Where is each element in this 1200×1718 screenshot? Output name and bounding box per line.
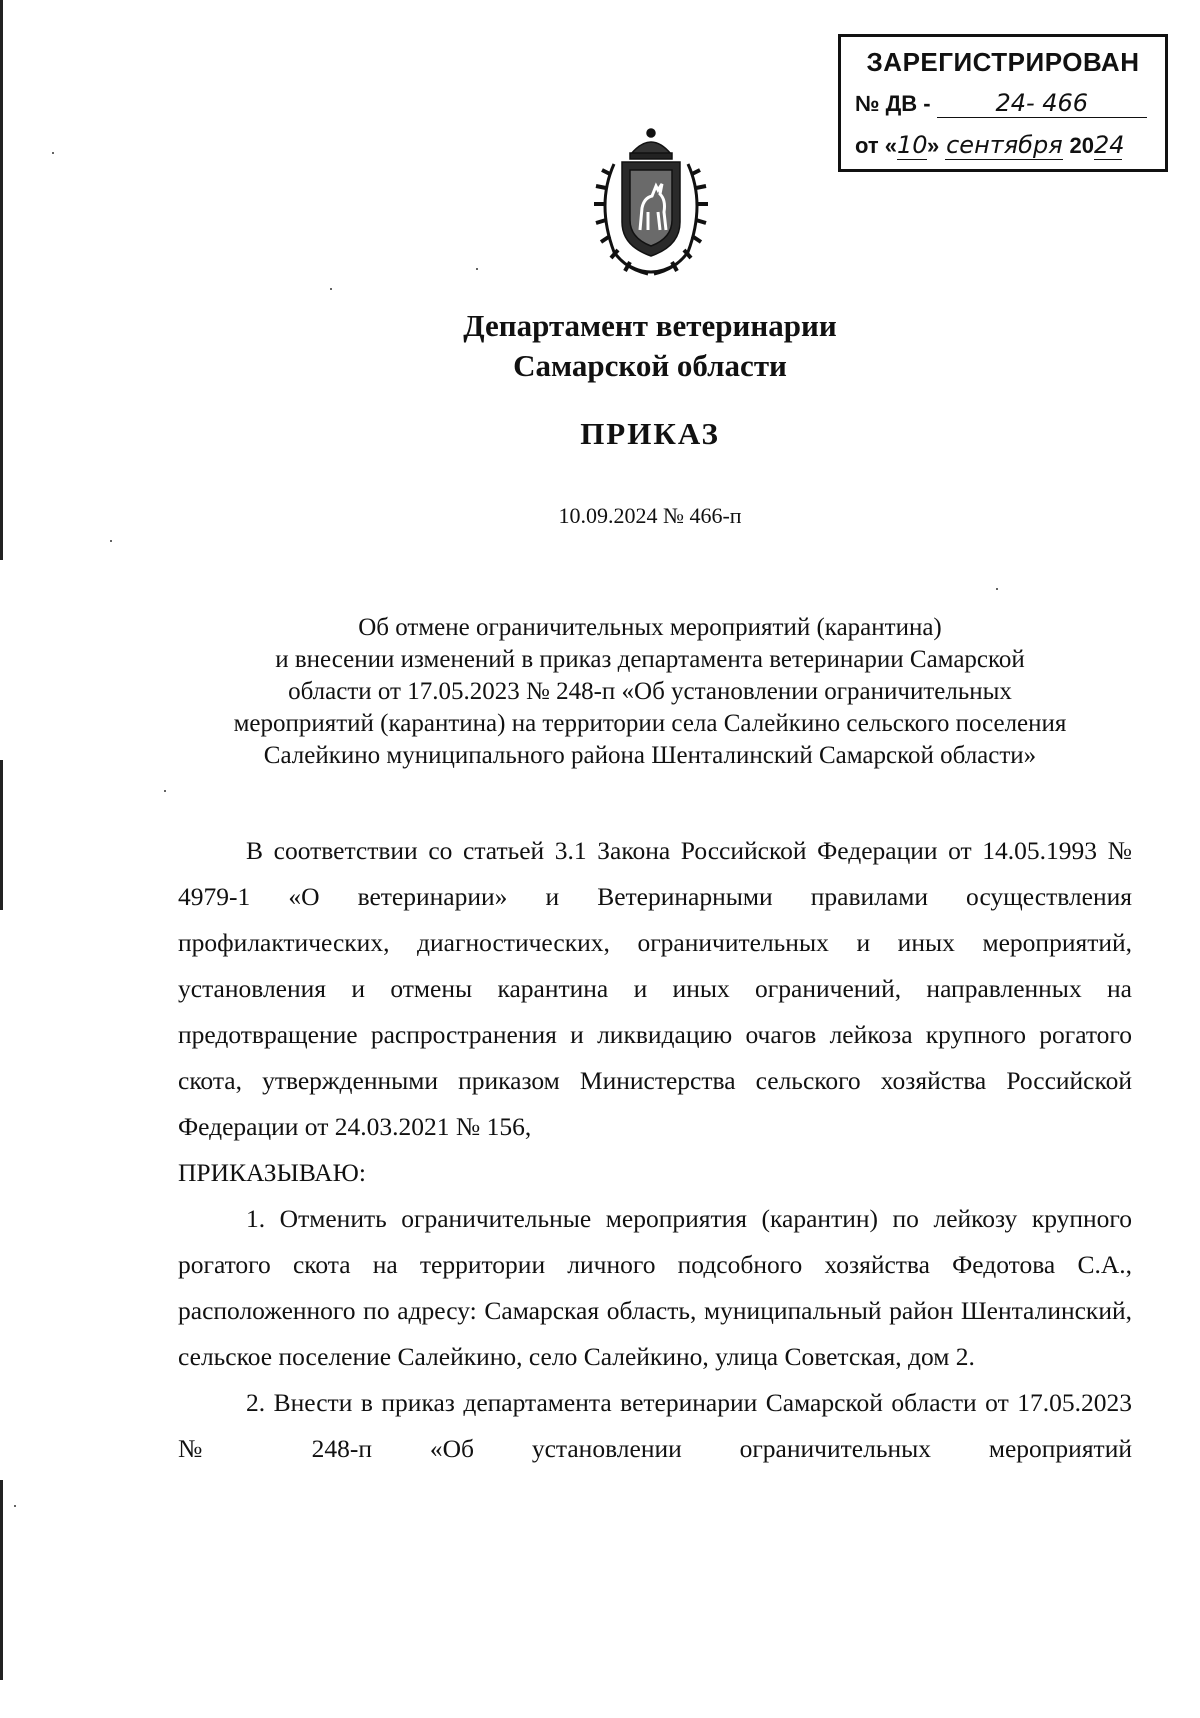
scan-speck bbox=[996, 588, 998, 590]
scan-speck bbox=[476, 268, 478, 270]
subject-line: области от 17.05.2023 № 248-п «Об установлении ограничительных bbox=[288, 678, 1012, 705]
order-body bbox=[178, 828, 1132, 1472]
stamp-number-handwritten: 24- 466 bbox=[937, 89, 1147, 118]
order-word: ПРИКАЗЫВАЮ: bbox=[178, 1158, 366, 1187]
scan-speck bbox=[164, 790, 166, 792]
stamp-title: ЗАРЕГИСТРИРОВАН bbox=[866, 47, 1140, 77]
subject-line: Об отмене ограничительных мероприятий (карантина) bbox=[358, 614, 942, 641]
order-subject bbox=[170, 612, 1130, 772]
stamp-month-handwritten: сентября bbox=[946, 131, 1063, 159]
order-item-2: 2. Внести в приказ департамента ветеринарии Самарской области от 17.05.2023 № 248-п «Об установлении ограничительных мероприятий bbox=[178, 1388, 1132, 1463]
stamp-day-handwritten: 10 bbox=[897, 131, 928, 159]
scan-edge-mark bbox=[0, 1480, 3, 1680]
registration-stamp bbox=[838, 34, 1168, 172]
department-name-line1: Департамент ветеринарии bbox=[463, 308, 837, 343]
subject-line: мероприятий (карантина) на территории села Салейкино сельского поселения bbox=[233, 710, 1067, 737]
stamp-date-line bbox=[855, 131, 1125, 160]
scan-speck bbox=[110, 540, 112, 542]
department-name-line2: Самарской области bbox=[513, 348, 787, 383]
subject-line: и внесении изменений в приказ департамента ветеринарии Самарской bbox=[275, 646, 1025, 673]
stamp-year-printed: 20 bbox=[1069, 133, 1094, 158]
scan-edge-mark bbox=[0, 0, 3, 560]
samara-coat-of-arms-icon bbox=[586, 124, 716, 280]
document-type: ПРИКАЗ bbox=[580, 416, 720, 451]
stamp-number-line bbox=[855, 89, 1147, 118]
stamp-day-suffix: » bbox=[927, 133, 940, 158]
scan-edge-mark bbox=[0, 760, 3, 910]
scan-speck bbox=[52, 152, 54, 154]
scan-speck bbox=[14, 1505, 16, 1507]
department-name bbox=[0, 306, 1200, 386]
scan-speck bbox=[330, 288, 332, 290]
stamp-date-prefix: от « bbox=[855, 133, 898, 158]
stamp-year-handwritten: 24 bbox=[1094, 131, 1125, 159]
order-item-1: 1. Отменить ограничительные мероприятия (карантин) по лейкозу крупного рогатого скота на территории личного подсобного хозяйства Федотова С.А., расположенного по адресу: Самарская область, муниципальный район Шенталинский, сельское поселение Салейкино, село Салейкино, улица Советская, дом 2. bbox=[178, 1204, 1132, 1371]
preamble-paragraph: В соответствии со статьей 3.1 Закона Российской Федерации от 14.05.1993 № 4979-1 «О ветеринарии» и Ветеринарными правилами осуществления профилактических, диагностических, ограничительных и иных мероприятий, установления и отмены карантина и иных ограничений, направленных на предотвращение распространения и ликвидацию очагов лейкоза крупного рогатого скота, утвержденными приказом Министерства сельского хозяйства Российской Федерации от 24.03.2021 № 156, bbox=[178, 836, 1132, 1141]
order-date-number: 10.09.2024 № 466-п bbox=[558, 503, 742, 528]
subject-line: Салейкино муниципального района Шенталинский Самарской области» bbox=[263, 742, 1037, 769]
stamp-number-prefix: № ДВ - bbox=[855, 91, 931, 116]
